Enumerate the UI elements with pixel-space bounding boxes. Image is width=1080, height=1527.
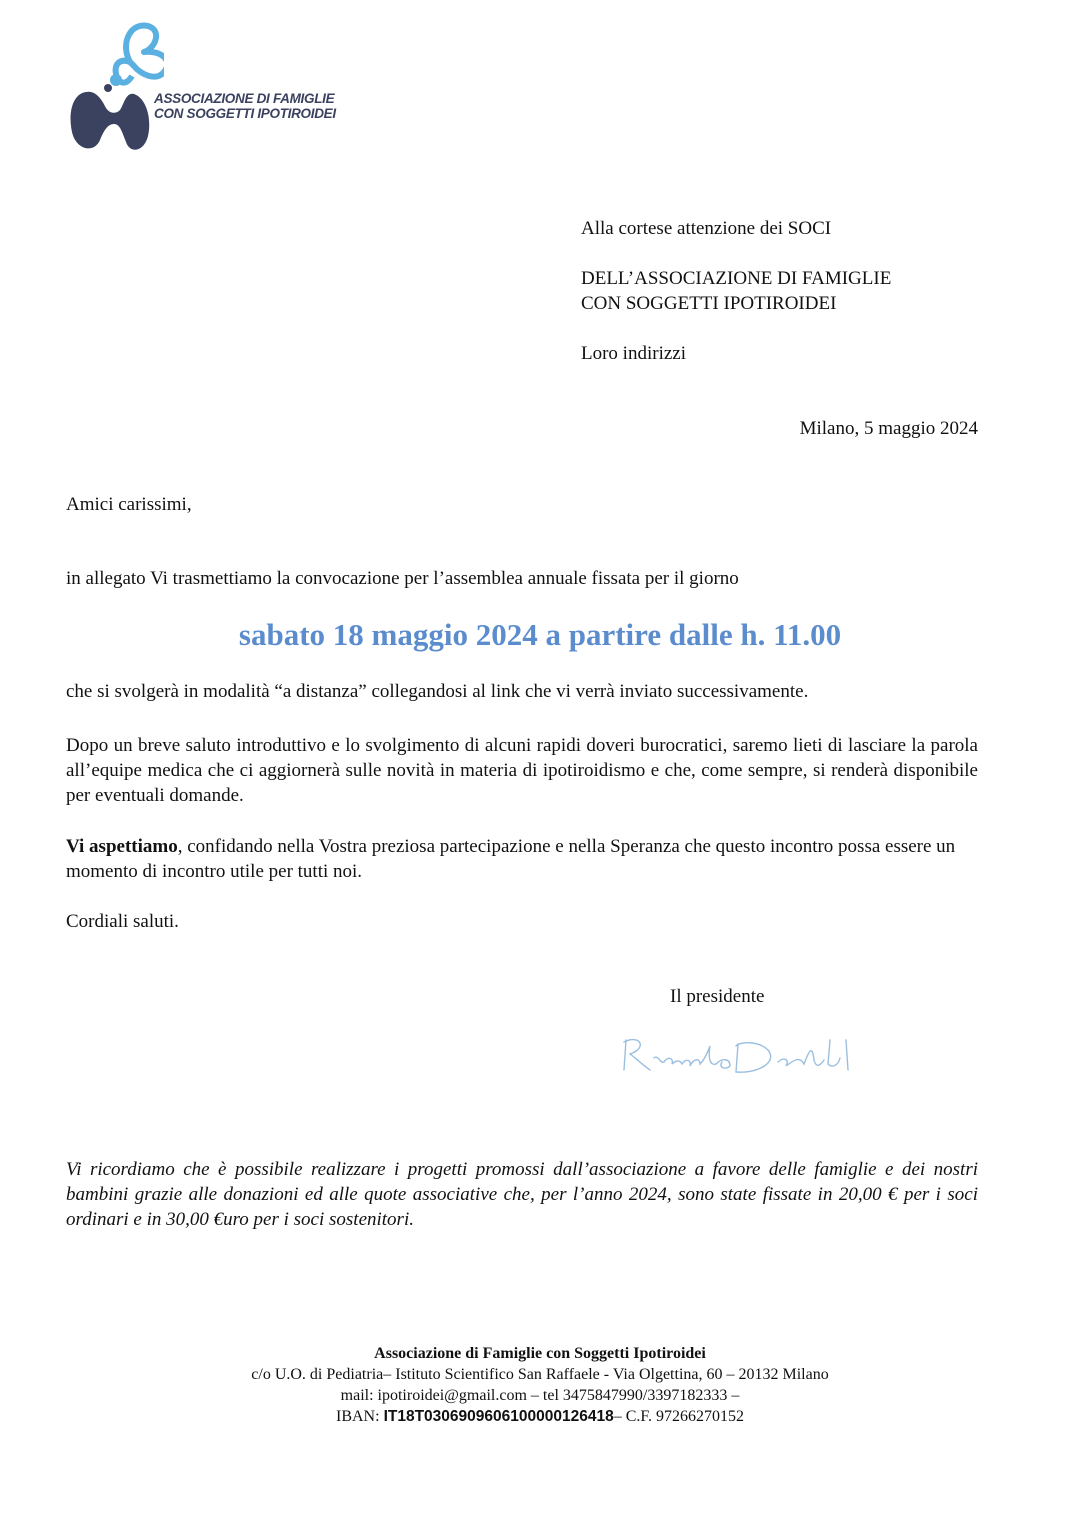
body-paragraph-3-bold: Vi aspettiamo [66,836,178,857]
footer-address: c/o U.O. di Pediatria– Istituto Scientifico San Raffaele - Via Olgettina, 60 – 20132 Milano [251,1366,829,1383]
body-paragraph-3-rest: , confidando nella Vostra preziosa partecipazione e nella Speranza che questo incontro possa essere un momento di incontro utile per tutti noi. [66,836,956,882]
intro-text: in allegato Vi trasmettiamo la convocazione per l’assemblea annuale fissata per il giorno [66,568,739,589]
signer-title: Il presidente [670,986,765,1007]
body-paragraph-3 [66,834,956,884]
footer-contacts: mail: ipotiroidei@gmail.com – tel 3475847990/3397182333 – [340,1387,740,1404]
footer [0,1343,1080,1427]
logo-text-line1: ASSOCIAZIONE DI FAMIGLIE [154,91,335,106]
butterfly-thyroid-icon [64,14,164,159]
footer-association-name: Associazione di Famiglie con Soggetti Ipotiroidei [374,1345,706,1362]
donation-note: Vi ricordiamo che è possibile realizzare i progetti promossi dall’associazione a favore delle famiglie e dei nostri bambini grazie alle donazioni ed alle quote associative che, per l’anno 2024, sono state fissate in 20,00 € per i soci ordinari e in 30,00 €uro per i soci sostenitori. [66,1159,978,1230]
closing: Cordiali saluti. [66,911,179,932]
footer-cf: – C.F. 97266270152 [613,1408,744,1425]
recipient-line-4: Loro indirizzi [581,343,686,364]
signature [618,1030,858,1080]
footer-iban-value: IT18T0306909606100000126418 [383,1408,614,1425]
footer-iban-label: IBAN: [336,1408,384,1425]
body-paragraph-1: che si svolgerà in modalità “a distanza” collegandosi al link che vi verrà inviato successivamente. [66,681,809,702]
recipient-line-3: CON SOGGETTI IPOTIROIDEI [581,293,837,314]
association-logo [64,14,354,159]
recipient-line-2: DELL’ASSOCIAZIONE DI FAMIGLIE [581,268,892,289]
logo-text [154,91,336,121]
footer-iban-line [0,1406,1080,1427]
recipient-line-1: Alla cortese attenzione dei SOCI [581,218,832,239]
meeting-date-highlight: sabato 18 maggio 2024 a partire dalle h. 11.00 [238,617,842,652]
logo-text-line2: CON SOGGETTI IPOTIROIDEI [154,106,336,121]
body-paragraph-2: Dopo un breve saluto introduttivo e lo svolgimento di alcuni rapidi doveri burocratici, saremo lieti di lasciare la parola all’equipe medica che ci aggiornerà sulle novità in materia di ipotiroidismo e che, come sempre, si renderà disponibile per eventuali domande. [66,735,978,806]
date-place: Milano, 5 maggio 2024 [799,418,978,439]
signature-icon [618,1030,858,1080]
greeting: Amici carissimi, [66,494,192,515]
